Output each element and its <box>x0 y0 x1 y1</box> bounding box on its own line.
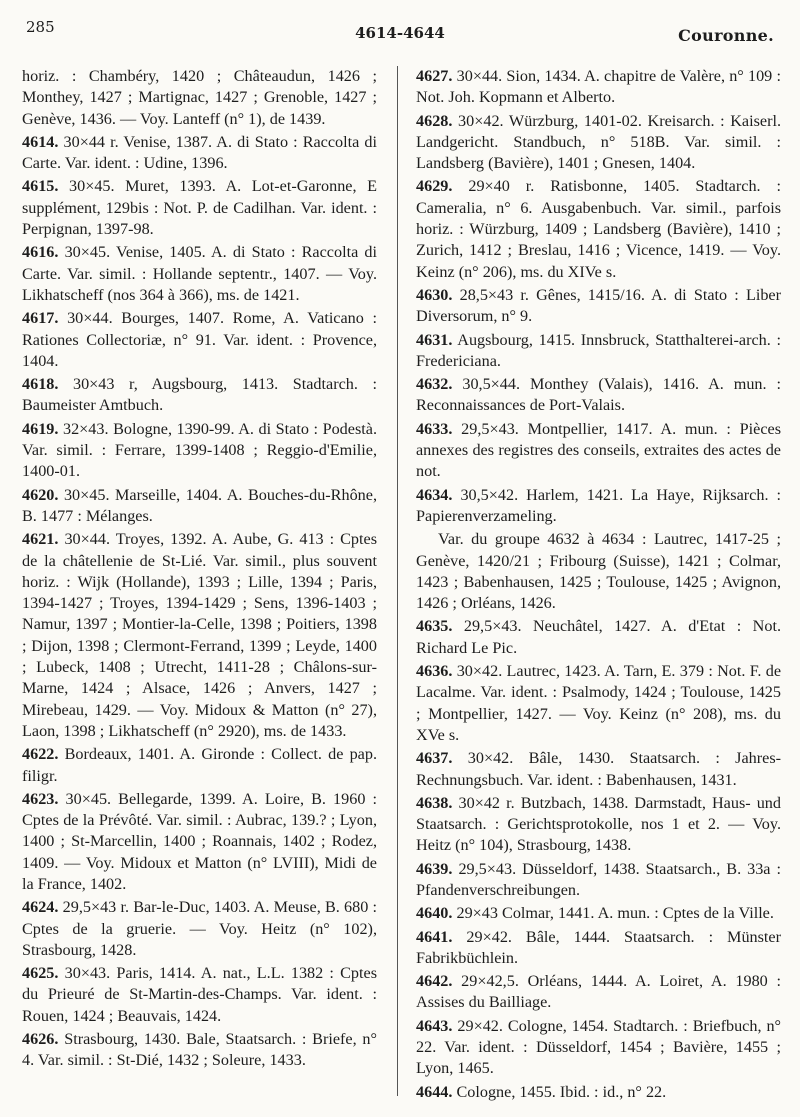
entry-text: 30×45. Venise, 1405. A. di Stato : Raccolta di Carte. Var. simil. : Hollande septentr., 1407. — Voy. Likhatscheff (nos 364 à 366), ms. de 1421. <box>22 243 377 304</box>
catalogue-entry <box>416 748 781 791</box>
entry-number: 4621. <box>22 530 59 549</box>
catalogue-entry <box>416 419 781 483</box>
catalogue-entry <box>22 374 377 417</box>
entry-number: 4623. <box>22 789 59 808</box>
entry-text: 29,5×43. Düsseldorf, 1438. Staatsarch., B. 33a : Pfandenverschreibungen. <box>416 859 781 899</box>
entry-number: 4632. <box>416 375 453 394</box>
catalogue-entry <box>22 744 377 787</box>
entry-text: Augsbourg, 1415. Innsbruck, Statthalterei-arch. : Fredericiana. <box>416 330 781 370</box>
entry-number: 4637. <box>416 749 453 768</box>
catalogue-entry <box>416 793 781 857</box>
entry-number: 4641. <box>416 927 453 946</box>
entry-number: 4638. <box>416 793 453 812</box>
entry-text: 30×45. Muret, 1393. A. Lot-et-Garonne, E supplément, 129bis : Not. P. de Cadilhan. Var. ident. : Perpignan, 1397-98. <box>22 177 377 239</box>
entry-text: 32×43. Bologne, 1390-99. A. di Stato : Podestà. Var. simil. : Ferrare, 1399-1408 ; Reggio-d'Emilie, 1400-01. <box>22 419 377 481</box>
catalogue-entry <box>22 529 377 742</box>
entry-number: 4615. <box>22 177 59 196</box>
catalogue-entry <box>416 176 781 282</box>
entry-text: 28,5×43 r. Gênes, 1415/16. A. di Stato : Liber Diversorum, n° 9. <box>416 285 781 326</box>
entry-number: 4618. <box>22 375 59 394</box>
page-number: 285 <box>26 18 55 36</box>
catalogue-entry <box>416 485 781 528</box>
catalogue-entry <box>416 1082 781 1103</box>
entry-number: 4617. <box>22 309 59 328</box>
entry-text: 29×43 Colmar, 1441. A. mun. : Cptes de la Ville. <box>456 904 774 923</box>
entry-number: 4642. <box>416 972 453 991</box>
entry-text: 30×45. Bellegarde, 1399. A. Loire, B. 1960 : Cptes de la Prévôté. Var. simil. : Aubrac, 139.? ; Lyon, 1400 ; St-Marcellin, 1400 ; Roannais, 1402 ; Rodez, 1409. — Voy. Midoux et Matton (n° LVIII), Midi de la France, 1402. <box>22 789 378 893</box>
column-divider <box>397 66 398 1096</box>
entry-text: Var. du groupe 4632 à 4634 : Lautrec, 1417-25 ; Genève, 1420/21 ; Fribourg (Suisse), 1421 ; Colmar, 1423 ; Babenhausen, 1425 ; Toulouse, 1425 ; Avignon, 1426 ; Orléans, 1426. <box>416 530 781 613</box>
entry-number: 4619. <box>22 419 59 438</box>
entry-number: 4643. <box>416 1016 453 1035</box>
entry-number: 4644. <box>416 1082 453 1101</box>
entry-number: 4639. <box>416 859 453 878</box>
catalogue-entry <box>22 1029 377 1072</box>
catalogue-entry <box>416 971 781 1014</box>
entry-number: 4626. <box>22 1030 59 1049</box>
entry-text: 29,5×43. Montpellier, 1417. A. mun. : Pièces annexes des registres des conseils, extraites des actes de not. <box>416 419 781 481</box>
catalogue-entry <box>22 308 377 372</box>
catalogue-entry <box>22 176 377 240</box>
catalogue-entry <box>22 897 377 961</box>
entry-number: 4625. <box>22 964 59 983</box>
catalogue-entry <box>416 927 781 970</box>
entry-number: 4640. <box>416 904 453 923</box>
entry-number: 4633. <box>416 419 453 438</box>
entry-number: 4616. <box>22 243 59 262</box>
catalogue-entry <box>22 66 377 130</box>
entry-number: 4629. <box>416 177 453 196</box>
catalogue-entry <box>22 789 377 895</box>
entry-text: horiz. : Chambéry, 1420 ; Châteaudun, 1426 ; Monthey, 1427 ; Martignac, 1427 ; Grenoble, 1427 ; Genève, 1436. — Voy. Lanteff (n° 1), de 1439. <box>22 67 377 128</box>
catalogue-entry <box>22 963 377 1027</box>
entry-number: 4624. <box>22 898 59 917</box>
entry-text: 30×42. Bâle, 1430. Staatsarch. : Jahres-Rechnungsbuch. Var. ident. : Babenhausen, 1431. <box>416 749 782 789</box>
entry-text: 29,5×43 r. Bar-le-Duc, 1403. A. Meuse, B. 680 : Cptes de la gruerie. — Voy. Heitz (n° 102), Strasbourg, 1428. <box>22 898 378 959</box>
entry-text: Bordeaux, 1401. A. Gironde : Collect. de pap. filigr. <box>22 745 377 785</box>
entry-text: 30×43. Paris, 1414. A. nat., L.L. 1382 : Cptes du Prieuré de St-Martin-des-Champs. Var. ident. : Rouen, 1424 ; Beauvais, 1424. <box>22 964 378 1025</box>
right-column <box>416 66 781 1105</box>
entry-text: 30×42. Würzburg, 1401-02. Kreisarch. : Kaiserl. Landgericht. Standbuch, n° 518B. Var. simil. : Landsberg (Bavière), 1401 ; Gnesen, 1404. <box>416 111 782 173</box>
catalogue-entry <box>22 132 377 175</box>
entry-text: Cologne, 1455. Ibid. : id., n° 22. <box>456 1082 667 1101</box>
catalogue-entry <box>416 616 781 659</box>
entry-range: 4614-4644 <box>355 24 445 42</box>
running-header <box>26 18 774 48</box>
entry-number: 4620. <box>22 485 59 504</box>
entry-text: 29,5×43. Neuchâtel, 1427. A. d'Etat : Not. Richard Le Pic. <box>416 617 781 657</box>
entry-text: Strasbourg, 1430. Bale, Staatsarch. : Briefe, n° 4. Var. simil. : St-Dié, 1432 ; Soleure, 1433. <box>22 1030 378 1070</box>
entry-text: 30×44 r. Venise, 1387. A. di Stato : Raccolta di Carte. Var. ident. : Udine, 1396. <box>22 132 377 173</box>
entry-text: 29×42. Cologne, 1454. Stadtarch. : Briefbuch, n° 22. Var. ident. : Düsseldorf, 1454 ; Bavière, 1455 ; Lyon, 1465. <box>416 1016 782 1078</box>
catalogue-entry <box>416 661 781 746</box>
entry-text: 30×44. Sion, 1434. A. chapitre de Valère, n° 109 : Not. Joh. Kopmann et Alberto. <box>416 67 781 107</box>
catalogue-entry <box>416 285 781 328</box>
catalogue-entry <box>416 529 781 614</box>
entry-number: 4630. <box>416 285 453 304</box>
catalogue-entry <box>416 374 781 417</box>
section-keyword: Couronne. <box>678 26 774 45</box>
entry-text: 30,5×42. Harlem, 1421. La Haye, Rijksarch. : Papierenverzameling. <box>416 485 782 525</box>
catalogue-entry <box>416 111 781 175</box>
entry-text: 30×43 r, Augsbourg, 1413. Stadtarch. : Baumeister Amtbuch. <box>22 375 377 415</box>
entry-number: 4622. <box>22 745 59 764</box>
catalogue-entry <box>22 242 377 306</box>
entry-text: 29×42,5. Orléans, 1444. A. Loiret, A. 1980 : Assises du Bailliage. <box>416 972 781 1012</box>
entry-number: 4636. <box>416 662 453 681</box>
entry-text: 30,5×44. Monthey (Valais), 1416. A. mun. : Reconnaissances de Port-Valais. <box>416 375 781 415</box>
catalogue-entry <box>416 1016 781 1080</box>
catalogue-entry <box>416 66 781 109</box>
catalogue-entry <box>416 330 781 373</box>
entry-text: 30×45. Marseille, 1404. A. Bouches-du-Rhône, B. 1477 : Mélanges. <box>22 485 377 525</box>
entry-text: 29×42. Bâle, 1444. Staatsarch. : Münster Fabrikbüchlein. <box>416 927 782 967</box>
catalogue-entry <box>22 419 377 483</box>
entry-number: 4635. <box>416 617 453 636</box>
entry-text: 29×40 r. Ratisbonne, 1405. Stadtarch. : Cameralia, n° 6. Ausgabenbuch. Var. simil., parfois horiz. : Würzburg, 1409 ; Landsberg (Bavière), 1410 ; Zurich, 1412 ; Breslau, 1416 ; Vicence, 1419. — Voy. Keinz (n° 206), ms. du XIVe s. <box>416 177 782 281</box>
entry-number: 4631. <box>416 330 453 349</box>
catalogue-entry <box>22 485 377 528</box>
entry-text: 30×44. Troyes, 1392. A. Aube, G. 413 : Cptes de la châtellenie de St-Lié. Var. simil., plus souvent horiz. : Wijk (Hollande), 1393 ; Lille, 1394 ; Paris, 1394-1427 ; Troyes, 1394-1429 ; Sens, 1396-1403 ; Namur, 1397 ; Montier-la-Celle, 1398 ; Poitiers, 1398 ; Dijon, 1398 ; Clermont-Ferrand, 1399 ; Leyde, 1400 ; Lubeck, 1408 ; Utrecht, 1411-28 ; Châlons-sur-Marne, 1424 ; Alsace, 1426 ; Anvers, 1427 ; Mirebeau, 1429. — Voy. Midoux & Matton (n° 27), Laon, 1398 ; Likhatscheff (n° 2920), ms. de 1433. <box>22 530 378 740</box>
entry-number: 4634. <box>416 485 453 504</box>
left-column <box>22 66 377 1074</box>
entry-text: 30×42 r. Butzbach, 1438. Darmstadt, Haus- und Staatsarch. : Gerichtsprotokolle, nos 1 et 2. — Voy. Heitz (n° 104), Strasbourg, 1438. <box>416 793 781 855</box>
entry-number: 4627. <box>416 67 453 85</box>
catalogue-entry <box>416 859 781 902</box>
entry-text: 30×44. Bourges, 1407. Rome, A. Vaticano : Rationes Collectoriæ, n° 91. Var. ident. : Provence, 1404. <box>22 309 378 370</box>
entry-text: 30×42. Lautrec, 1423. A. Tarn, E. 379 : Not. F. de Lacalme. Var. ident. : Psalmody, 1424 ; Toulouse, 1425 ; Montpellier, 1427. — Voy. Keinz (n° 208), ms. du XVe s. <box>416 662 781 744</box>
entry-number: 4614. <box>22 132 59 151</box>
entry-number: 4628. <box>416 111 453 130</box>
catalogue-entry <box>416 903 781 924</box>
